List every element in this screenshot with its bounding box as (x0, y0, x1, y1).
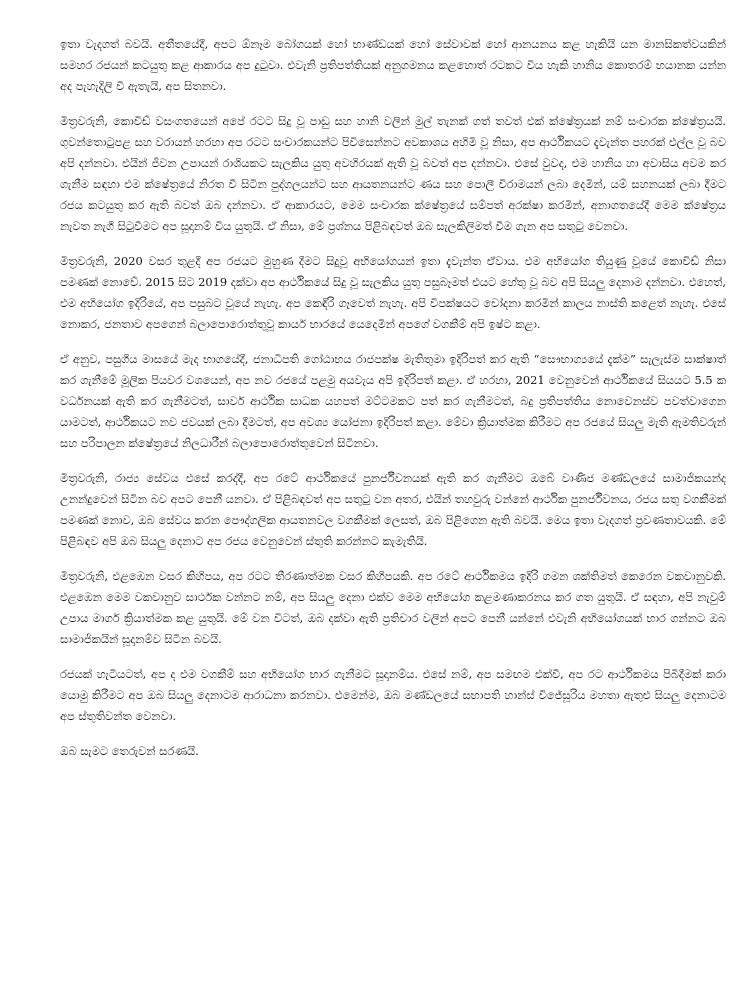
paragraph-agriculture-imports: ඉතා වැදගත් බවයි. අතීතයේදී, අපට ඕනෑම බෝගයක් හෝ භාණ්ඩයක් හෝ සේවාවක් හෝ ආනයනය කළ හැකියි යන මානසිකත්වයකින් සමහර රජයන් කටයුතු කළ ආකාරය අප දුටුවා. එවැනි ප්‍රතිපත්තියක් අනුගමනය කළහොත් රටකට විය හැකි හානිය කොතරම් භයානක යන්න අද පැහැදිලි වී ඇතැයි, අප සිතනවා. (60, 37, 726, 93)
paragraph-coming-years: මිත්‍රවරුනි, එළඹෙන වසර කිහිපය, අප රටට තීරණාත්මක වසර කිහිපයකි. අප රටේ ආර්ථිකමය ඉදිරි ගමන ශක්තිමත් කෙරෙන වකවානුවකි. එළඹෙන මෙම වකවානුව සාර්ථක වන්නට නම්, අප සියලු දෙනා එක්ව මෙම අභියෝග කළමණාකරනය කර ගත යුතුයි. ඒ සඳහා, අපි නැවුම් උපාය මාර්ග ක්‍රියාත්මක කළ යුතුයි. මේ වන විටත්, ඔබ දක්වා ඇති ප්‍රතිචාර වලින් අපට පෙනී යන්නේ එවැනි අභියෝගයක් භාර ගන්නට ඔබ සාමාජිකයින් සූදානම්ව සිටින බවයි. (60, 569, 726, 646)
paragraph-closing-blessing: ඔබ සැමට තෙරුවන් සරණයි. (60, 744, 199, 758)
paragraph-tourism-sector: මිත්‍රවරුනි, කොවිඩ් වසංගතයෙන් අපේ රටට සිදු වූ පාඩු සහ හානි වලින් මුල් තැනක් ගත් තවත් එක් ක්ෂේත්‍රයක් නම් සංචාරක ක්ෂේත්‍රයයි. ගුවන්තොටුපළ සහ වරායන් හරහා අප රටට සංචාරකයන්ට පිවිසෙන්නට අවකාශය අහිමි වූ නිසා, අප ආර්ථිකයට දැවැන්ත පහරක් එල්ල වූ බව අපි දන්නවා. එයින් ජීවන උපායන් රාශියකට සැලකිය යුතු අවහිරයක් ඇති වූ බවත් අප දන්නවා. එසේ වුවද, එම හානිය හා අවාසිය අවම කර ගැනීම සඳහා එම ක්ෂේත්‍රයේ නිරත වී සිටින පුද්ගලයන්ට සහ ආයතනයන්ට ණය සහ පොලී විරාමයන් ලබා දෙමින්, යම් සහනයක් ලබා දීමට රජය කටයුතු කර ඇති බවත් ඔබ දන්නවා. ඒ ආකාරයට, මෙම සංචාරක ක්ෂේත්‍රයේ සම්පත් අරක්ෂා කරමින්, අනාගතයේදී මෙම ක්ෂේත්‍රය නැවත නැගී සිටුවීමට අප සූදානම් විය යුතුයි. ඒ නිසා, මේ ප්‍රශ්නය පිළිබඳවත් ඔබ සැලකිලිමත් වීම ගැන අප සතුටු වෙනවා. (60, 114, 727, 233)
paragraph-chamber-members: මිත්‍රවරුනි, රාජ්‍ය සේවය එසේ කරද්දී, අප රටේ ආර්ථිකයේ පුනර්ජීවනයක් ඇති කර ගැනීමට ඔබේ වාණිජ මණ්ඩලයේ සාමාජිකයන්ද උනන්දුවෙන් සිටින බව අපට පෙනී යනවා. ඒ පිළිබඳවත් අප සතුටු වන අතර, එයින් තහවුරු වන්නේ ආර්ථික පුනර්ජීවනය, රජය සතු වගකීමක් පමණක් නොව, ඔබ සේවය කරන පෞද්ගලික ආයතනවල වගකීමක් ලෙසත්, ඔබ පිළිගෙන ඇති බවයි. මෙය ඉතා වැදගත් ප්‍රවණතාවයකි. මේ පිළිබඳව අපි ඔබ සියලු දෙනාට අප රජය වෙනුවෙන් ස්තුති කරන්නට කැමැතියි. (60, 471, 726, 548)
paragraph-2020-challenges: මිත්‍රවරුනි, 2020 වසර තුළදී අප රජයට මුහුණ දීමට සිදුවූ අභියෝගයන් ඉතා දැවැන්ත ඒවාය. එම අභියෝග තියුණු වූයේ කොවිඩ් නිසා පමණක් නොවේ. 2015 සිට 2019 දක්වා අප ආර්ථිකයේ සිදු වූ සැලකිය යුතු පසුබෑමත් එයට හේතු වූ බව අපි සියලු දෙනාම දන්නවා. එහෙත්, එම අභියෝග ඉදිරියේ, අප පසුබට වූයේ නැහැ. අප කෙඳිරි ගෑවෙත් නැහැ. අපි විපක්ෂයට චෝදනා කරමින් කාලය නාස්ති කළෙත් නැහැ. එසේ නොකර, ජනතාව අපගෙන් බලාපොරොත්තුවූ කාර්ය භාරයේ යෙදෙමින් අපගේ වගකීම් අපි ඉෂ්ට කළා. (60, 254, 726, 331)
document-page (60, 34, 726, 762)
paragraph-budget-2021: ඒ අනුව, පසුගිය මාසයේ මැද භාගයේදී, ජනාධිපති ගෝඨාභය රාජපක්ෂ මැතිතුමා ඉදිරිපත් කර ඇති “සෞභාග්‍යයේ දැක්ම” සැලැස්ම සාක්ෂාත් කර ගැනීමේ මූලික පියවර වශයෙන්, අප නව රජයේ පළමු අයවැය අපි ඉදිරිපත් කළා. ඒ හරහා, 2021 වෙනුවෙන් ආර්ථිකයේ සියයට 5.5 ක වර්ධනයක් ඇති කර ගැනීමටත්, සාර්ව ආර්ථික සාධක යහපත් මට්ටමකට පත් කර ගැනීමටත්, බදු ප්‍රතිපත්තිය නොවෙනස්ව පවත්වාගෙන යාමටත්, ආර්ථිකයට නව ජවයක් ලබා දීමටත්, අප අවශ්‍ය යෝජනා ඉදිරිපත් කළා. මේවා ක්‍රියාත්මක කිරීමට අප රජයේ සියලු මැති ඇමතිවරුන් සහ පරිපාලන ක්ෂේත්‍රයේ නිලධාරීන් බලාපොරොත්තුවෙන් සිටිනවා. (60, 352, 726, 450)
paragraph-invitation-thanks: රජයක් හැටියටත්, අප ද එම වගකීම් සහ අභියෝග භාර ගැනීමට සූදානම්ය. එසේ නම්, අප සමඟම එක්වී, අප රට ආර්ථිකමය පිබිදීමක් කරා යොමු කිරීමට අප ඔබ සියලු දෙනාටම ආරාධනා කරනවා. එමෙන්ම, ඔබ මණ්ඩලයේ සභාපති හාන්ස් විජේසූරිය මහතා ඇතුළු සියලු දෙනාටම අප ස්තුතිවන්ත වෙනවා. (60, 667, 726, 723)
